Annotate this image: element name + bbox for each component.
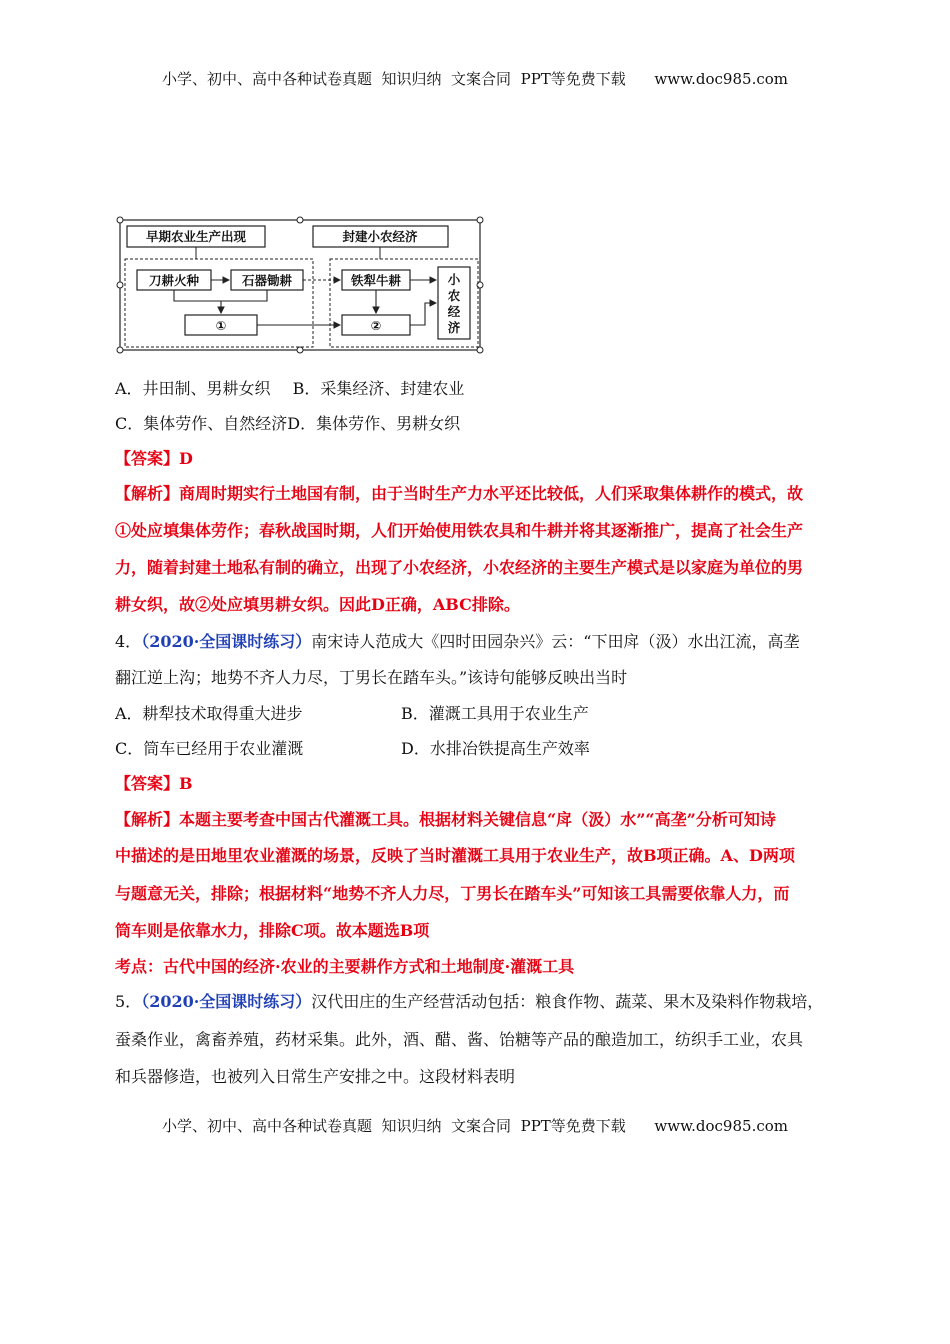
q4-stem-line-1 bbox=[115, 631, 845, 653]
q4-option-a[interactable]: A．耕犁技术取得重大进步 bbox=[115, 704, 303, 723]
q3-option-a[interactable]: A．井田制、男耕女织 bbox=[115, 379, 271, 398]
q4-analysis-line-3: 与题意无关，排除；根据材料“地势不齐人力尽，丁男长在踏车头”可知该工具需要依靠人力，而 bbox=[115, 884, 790, 903]
q4-answer-value: B bbox=[179, 774, 193, 793]
q3-option-b[interactable]: B．采集经济、封建农业 bbox=[292, 379, 465, 398]
q5-stem-text: 汉代田庄的生产经营活动包括：粮食作物、蔬菜、果木及染料作物栽培， bbox=[311, 992, 824, 1011]
q5-stem-line-2: 蚕桑作业，禽畜养殖，药材采集。此外，酒、醋、酱、饴糖等产品的酿造加工，纺织手工业，农具 bbox=[115, 1030, 804, 1049]
q4-option-c[interactable]: C．筒车已经用于农业灌溉 bbox=[115, 739, 304, 758]
blank-1: ① bbox=[215, 318, 227, 333]
q3-option-c[interactable]: C．集体劳作、自然经济 bbox=[115, 414, 288, 433]
q5-stem-line-1 bbox=[115, 991, 845, 1013]
q4-stem-line-2: 翻江逆上沟；地势不齐人力尽，丁男长在踏车头。”该诗句能够反映出当时 bbox=[115, 668, 628, 687]
q3-analysis-text: 商周时期实行土地国有制，由于当时生产力水平还比较低，人们采取集体耕作的模式，故 bbox=[179, 484, 804, 503]
q4-analysis-text: 本题主要考查中国古代灌溉工具。根据材料关键信息“戽（汲）水”“高垄”分析可知诗 bbox=[179, 810, 776, 829]
q4-source: （2020·全国课时练习） bbox=[141, 632, 312, 651]
side-char-4: 济 bbox=[447, 320, 461, 335]
q4-analysis-line-1 bbox=[115, 809, 845, 831]
q5-number: 5． bbox=[115, 992, 142, 1011]
q5-stem-line-3: 和兵器修造，也被列入日常生产安排之中。这段材料表明 bbox=[115, 1067, 516, 1086]
q4-stem-text: 南宋诗人范成大《四时田园杂兴》云：“下田戽（汲）水出江流，高垄 bbox=[311, 632, 800, 651]
box-iron-plow: 铁犁牛耕 bbox=[350, 273, 402, 288]
q3-answer-value: D bbox=[179, 449, 193, 468]
q4-analysis-line-4: 筒车则是依靠水力，排除C项。故本题选B项 bbox=[115, 921, 430, 940]
q4-kaodian: 考点：古代中国的经济·农业的主要耕作方式和土地制度·灌溉工具 bbox=[115, 957, 575, 976]
box-stone-hoe: 石器锄耕 bbox=[241, 273, 293, 288]
q4-options-ab bbox=[115, 703, 845, 725]
q3-analysis-line-1 bbox=[115, 483, 845, 505]
q3-options-cd bbox=[115, 413, 845, 435]
q3-analysis-label: 【解析】 bbox=[115, 484, 180, 503]
q3-analysis-line-2: ①处应填集体劳作；春秋战国时期，人们开始使用铁农具和牛耕并将其逐渐推广，提高了社会生产 bbox=[115, 521, 804, 540]
q3-analysis-line-4: 耕女织，故②处应填男耕女织。因此D正确，ABC排除。 bbox=[115, 595, 520, 614]
q4-options-cd bbox=[115, 738, 845, 760]
q4-number: 4． bbox=[115, 632, 142, 651]
blank-2: ② bbox=[370, 318, 382, 333]
box-slash-and-burn: 刀耕火种 bbox=[148, 273, 200, 288]
side-char-2: 农 bbox=[447, 288, 461, 303]
right-title: 封建小农经济 bbox=[342, 229, 418, 244]
side-char-1: 小 bbox=[447, 272, 461, 287]
q4-answer-label: 【答案】 bbox=[115, 774, 180, 793]
q4-option-b[interactable]: B．灌溉工具用于农业生产 bbox=[401, 704, 589, 723]
q3-answer-label: 【答案】 bbox=[115, 449, 180, 468]
left-title: 早期农业生产出现 bbox=[145, 229, 247, 244]
q4-analysis-line-2: 中描述的是田地里农业灌溉的场景，反映了当时灌溉工具用于农业生产，故B项正确。A、D两项 bbox=[115, 846, 795, 865]
q3-option-d[interactable]: D．集体劳作、男耕女织 bbox=[287, 414, 461, 433]
q4-analysis-label: 【解析】 bbox=[115, 810, 180, 829]
page-footer: 小学、初中、高中各种试卷真题 知识归纳 文案合同 PPT等免费下载 www.doc985.com bbox=[161, 1117, 788, 1135]
q3-options-ab bbox=[115, 378, 845, 400]
agriculture-diagram bbox=[115, 215, 485, 355]
q4-answer bbox=[115, 773, 845, 795]
q3-answer bbox=[115, 448, 845, 470]
q5-source: （2020·全国课时练习） bbox=[141, 992, 312, 1011]
q3-analysis-line-3: 力，随着封建土地私有制的确立，出现了小农经济，小农经济的主要生产模式是以家庭为单位的男 bbox=[115, 558, 804, 577]
side-char-3: 经 bbox=[447, 304, 461, 319]
q4-option-d[interactable]: D．水排冶铁提高生产效率 bbox=[401, 739, 590, 758]
page-header: 小学、初中、高中各种试卷真题 知识归纳 文案合同 PPT等免费下载 www.doc985.com bbox=[161, 70, 788, 88]
